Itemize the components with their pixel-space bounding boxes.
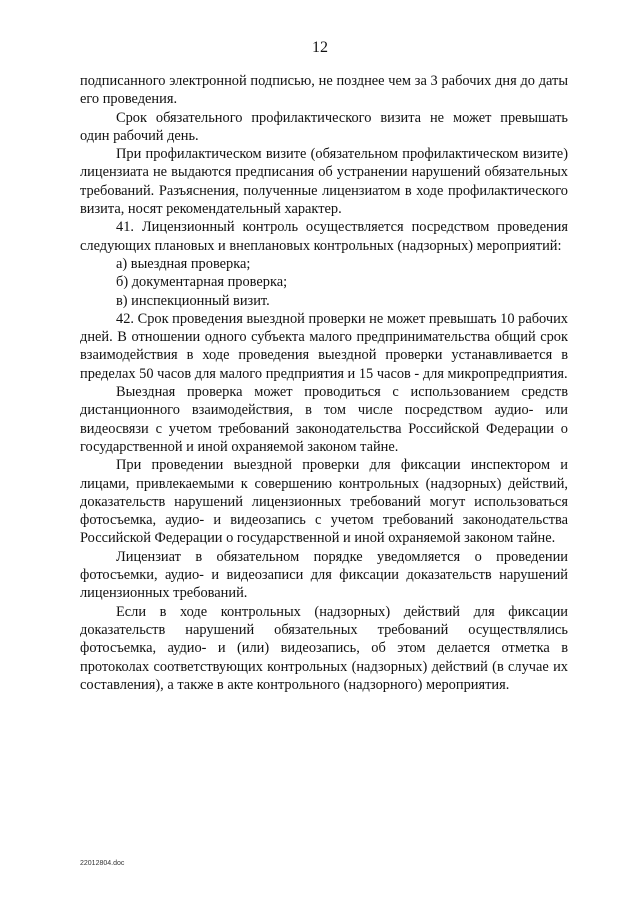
paragraph-item-41: 41. Лицензионный контроль осуществляется посредством проведения следующих плановых и внеплановых контрольных (надзорных) мероприятий:: [80, 219, 568, 254]
document-body: [80, 72, 568, 694]
paragraph-visit-duration: Срок обязательного профилактического визита не может превышать один рабочий день.: [80, 109, 568, 144]
paragraph-continuation: подписанного электронной подписью, не позднее чем за 3 рабочих дня до даты его проведения.: [80, 73, 568, 108]
list-item-a: а) выездная проверка;: [116, 255, 251, 272]
paragraph-protocol-mark: Если в ходе контрольных (надзорных) действий для фиксации доказательств нарушений обязательных требований осуществлялись фотосъемка, аудио- и (или) видеозапись, об этом делается отметка в протоколах соответствующих контрольных (надзорных) действий (в случае их составления), а также в акте контрольного (надзорного) мероприятия.: [80, 603, 568, 693]
paragraph-photo-video-use: При проведении выездной проверки для фиксации инспектором и лицами, привлекаемыми к совершению контрольных (надзорных) действий, доказательств нарушений лицензионных требований могут использоваться фотосъемка, аудио- и видеозапись с учетом требований законодательства Российской Федерации о государственной и иной охраняемой законом тайне.: [80, 457, 568, 547]
paragraph-visit-no-orders: При профилактическом визите (обязательном профилактическом визите) лицензиата не выдаются предписания об устранении нарушений обязательных требований. Разъяснения, полученные лицензиатом в ходе профилактического визита, носят рекомендательный характер.: [80, 146, 568, 218]
page-number: 12: [312, 39, 328, 56]
paragraph-item-42: 42. Срок проведения выездной проверки не может превышать 10 рабочих дней. В отношении одного субъекта малого предпринимательства общий срок взаимодействия в ходе проведения выездной проверки устанавливается в пределах 50 часов для малого предприятия и 15 часов - для микропредприятия.: [80, 310, 568, 382]
list-item-c: в) инспекционный визит.: [116, 292, 270, 309]
document-footer-filename: 22012804.doc: [80, 860, 125, 867]
list-item-b: б) документарная проверка;: [116, 274, 288, 291]
paragraph-licensee-notification: Лицензиат в обязательном порядке уведомляется о проведении фотосъемки, аудио- и видеозаписи для фиксации доказательств нарушений лицензионных требований.: [80, 548, 568, 602]
paragraph-remote-inspection: Выездная проверка может проводиться с использованием средств дистанционного взаимодействия, в том числе посредством аудио- или видеосвязи с учетом требований законодательства Российской Федерации о государственной и иной охраняемой законом тайне.: [80, 384, 568, 455]
